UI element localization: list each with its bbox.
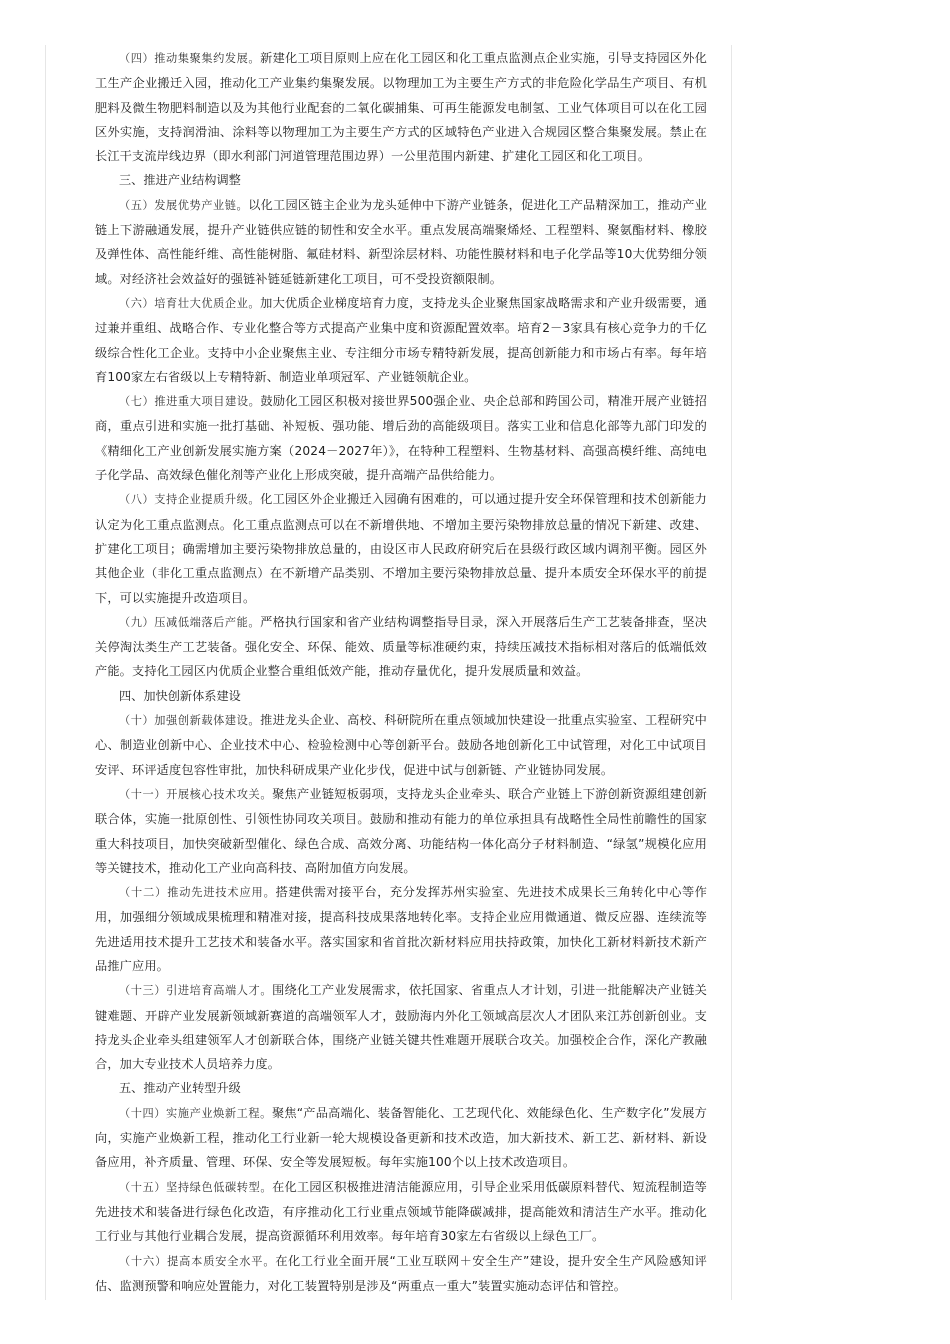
paragraph-lead: （五）发展优势产业链。 bbox=[119, 198, 249, 212]
paragraph-lead: （四）推动集聚集约发展。 bbox=[119, 52, 261, 65]
paragraph-text: 围绕化工产业发展需求，依托国家、省重点人才计划，引进一批能解决产业链关键难题、开辟产业发展新领域新赛道的高端领军人才，鼓励海内外化工领域高层次人才团队来江苏创新创业。支持龙头企业牵头组建领军人才创新联合体，围绕产业链关键共性难题开展联合攻关。加强校企合作，深化产教融合，加大专业技术人员培养力度。 bbox=[95, 983, 707, 1072]
paragraph bbox=[95, 487, 707, 609]
paragraph-lead: （十一）开展核心技术攻关。 bbox=[119, 787, 273, 801]
paragraph bbox=[95, 389, 707, 487]
section-heading: 五、推动产业转型升级 bbox=[119, 1081, 241, 1096]
paragraph-text: 聚焦产业链短板弱项，支持龙头企业牵头、联合产业链上下游创新资源组建创新联合体，实施一批原创性、引领性协同攻关项目。鼓励和推动有能力的单位承担具有战略性全局性前瞻性的国家重大科技项目，加快突破新型催化、绿色合成、高效分离、功能结构一体化高分子材料制造、“绿氢”规模化应用等关键技术，推动化工产业向高科技、高附加值方向发展。 bbox=[95, 786, 707, 875]
paragraph-text: 加大优质企业梯度培育力度，支持龙头企业聚焦国家战略需求和产业升级需要，通过兼并重组、战略合作、专业化整合等方式提高产业集中度和资源配置效率。培育2－3家具有核心竞争力的千亿级综合性化工企业。支持中小企业聚焦主业、专注细分市场专精特新发展，提高创新能力和市场占有率。每年培育100家左右省级以上专精特新、制造业单项冠军、产业链领航企业。 bbox=[95, 295, 707, 384]
paragraph bbox=[95, 1249, 707, 1299]
paragraph-text: 化工园区外企业搬迁入园确有困难的，可以通过提升安全环保管理和技术创新能力认定为化工重点监测点。化工重点监测点可以在不新增供地、不增加主要污染物排放总量的情况下新建、改建、扩建化工项目；确需增加主要污染物排放总量的，由设区市人民政府研究后在县级行政区域内调剂平衡。园区外其他企业（非化工重点监测点）在不新增产品类别、不增加主要污染物排放总量、提升本质安全环保水平的前提下，可以实施提升改造项目。 bbox=[95, 492, 707, 605]
paragraph-lead: （十）加强创新载体建设。 bbox=[119, 714, 261, 728]
paragraph-text: 推进龙头企业、高校、科研院所在重点领域加快建设一批重点实验室、工程研究中心、制造业创新中心、企业技术中心、检验检测中心等创新平台。鼓励各地创新化工中试管理，对化工中试项目安评、环评适度包容性审批，加快科研成果产业化步伐，促进中试与创新链、产业链协同发展。 bbox=[95, 713, 707, 777]
paragraph-text: 搭建供需对接平台，充分发挥苏州实验室、先进技术成果长三角转化中心等作用，加强细分领域成果梳理和精准对接，提高科技成果落地转化率。支持企业应用微通道、微反应器、连续流等先进适用技术提升工艺技术和装备水平。落实国家和省首批次新材料应用扶持政策，加快化工新材料新技术新产品推广应用。 bbox=[95, 885, 707, 973]
paragraph bbox=[95, 610, 707, 684]
page-left-border bbox=[45, 45, 46, 1300]
paragraph-lead: （十五）坚持绿色低碳转型。 bbox=[119, 1180, 273, 1194]
paragraph bbox=[95, 880, 707, 978]
page-right-border bbox=[731, 45, 732, 1300]
paragraph bbox=[95, 193, 707, 291]
paragraph-lead: （十三）引进培育高端人才。 bbox=[119, 984, 273, 998]
section-heading: 四、加快创新体系建设 bbox=[119, 688, 241, 703]
paragraph bbox=[95, 1101, 707, 1175]
paragraph bbox=[95, 708, 707, 782]
paragraph bbox=[95, 291, 707, 389]
paragraph bbox=[95, 1175, 707, 1249]
paragraph bbox=[95, 978, 707, 1076]
paragraph-text: 严格执行国家和省产业结构调整指导目录，深入开展落后生产工艺装备排查，坚决关停淘汰类生产工艺装备。强化安全、环保、能效、质量等标准硬约束，持续压减技术指标相对落后的低端低效产能。支持化工园区内优质企业整合重组低效产能，推动存量优化，提升发展质量和效益。 bbox=[95, 614, 707, 679]
paragraph bbox=[95, 782, 707, 880]
paragraph-text: 以化工园区链主企业为龙头延伸中下游产业链条，促进化工产品精深加工，推动产业链上下游融通发展，提升产业链供应链的韧性和安全水平。重点发展高端聚烯烃、工程塑料、聚氨酯材料、橡胶及弹性体、高性能纤维、高性能树脂、氟硅材料、新型涂层材料、功能性膜材料和电子化学品等10大优势细分领域。对经济社会效益好的强链补链延链新建化工项目，可不受投资额限制。 bbox=[95, 197, 707, 286]
paragraph bbox=[95, 46, 707, 168]
paragraph-lead: （八）支持企业提质升级。 bbox=[119, 493, 261, 507]
paragraph-lead: （九）压减低端落后产能。 bbox=[119, 615, 261, 629]
paragraph-lead: （十四）实施产业焕新工程。 bbox=[119, 1106, 272, 1120]
paragraph-lead: （十二）推动先进技术应用。 bbox=[119, 886, 276, 900]
document-body bbox=[95, 46, 707, 1298]
paragraph-text: 新建化工项目原则上应在化工园区和化工重点监测点企业实施，引导支持园区外化工生产企业搬迁入园，推动化工产业集约集聚发展。以物理加工为主要生产方式的非危险化学品生产项目、有机肥料及微生物肥料制造以及为其他行业配套的二氧化碳捕集、可再生能源发电制氢、工业气体项目可以在化工园区外实施，支持润滑油、涂料等以物理加工为主要生产方式的区域特色产业进入合规园区整合集聚发展。禁止在长江干支流岸线边界（即水利部门河道管理范围边界）一公里范围内新建、扩建化工园区和化工项目。 bbox=[95, 51, 707, 164]
paragraph-text: 在化工园区积极推进清洁能源应用，引导企业采用低碳原料替代、短流程制造等先进技术和装备进行绿色化改造，有序推动化工行业重点领域节能降碳减排，提高能效和清洁生产水平。推动化工行业与其他行业耦合发展，提高资源循环利用效率。每年培育30家左右省级以上绿色工厂。 bbox=[95, 1179, 707, 1244]
paragraph-lead: （七）推进重大项目建设。 bbox=[119, 395, 261, 409]
paragraph-lead: （十六）提高本质安全水平。 bbox=[119, 1254, 276, 1268]
paragraph-text: 鼓励化工园区积极对接世界500强企业、央企总部和跨国公司，精准开展产业链招商，重点引进和实施一批打基础、补短板、强功能、增后劲的高能级项目。落实工业和信息化部等九部门印发的《精细化工产业创新发展实施方案（2024－2027年）》，在特种工程塑料、生物基材料、高强高模纤维、高纯电子化学品、高效绿色催化剂等产业化上形成突破，提升高端产品供给能力。 bbox=[95, 394, 707, 483]
paragraph-text: 聚焦“产品高端化、装备智能化、工艺现代化、效能绿色化、生产数字化”发展方向，实施产业焕新工程，推动化工行业新一轮大规模设备更新和技术改造，加大新技术、新工艺、新材料、新设备应用，补齐质量、管理、环保、安全等发展短板。每年实施100个以上技术改造项目。 bbox=[95, 1105, 707, 1170]
paragraph-text: 在化工行业全面开展“工业互联网＋安全生产”建设，提升安全生产风险感知评估、监测预警和响应处置能力，对化工装置特别是涉及“两重点一重大”装置实施动态评估和管控。 bbox=[95, 1253, 707, 1293]
section-heading: 三、推进产业结构调整 bbox=[119, 173, 241, 188]
paragraph-lead: （六）培育壮大优质企业。 bbox=[119, 296, 261, 310]
